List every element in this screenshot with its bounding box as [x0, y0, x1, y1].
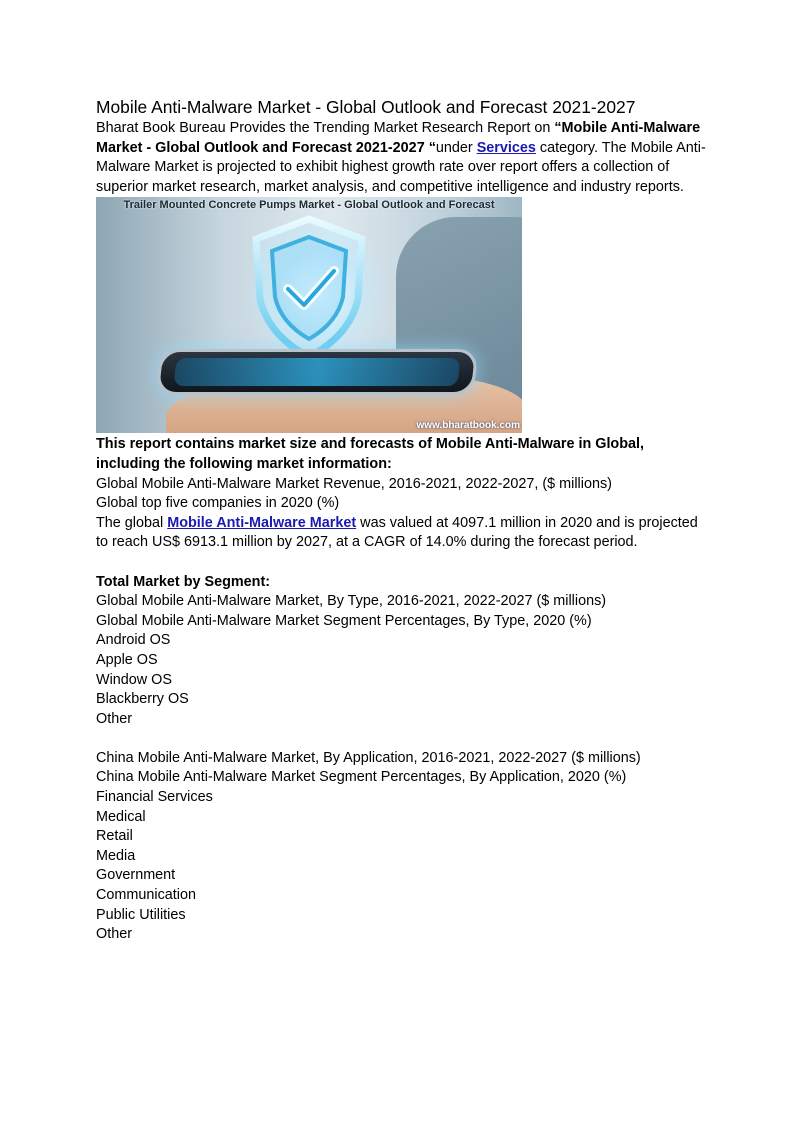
hero-caption: Trailer Mounted Concrete Pumps Market - Global Outlook and Forecast	[123, 199, 495, 212]
spacer	[96, 553, 706, 573]
application-list-item: Government	[96, 867, 176, 884]
segment-type-line: Global Mobile Anti-Malware Market, By Type, 2016-2021, 2022-2027 ($ millions)	[96, 593, 607, 610]
segment-application-line: China Mobile Anti-Malware Market, By Application, 2016-2021, 2022-2027 ($ millions)	[96, 749, 641, 766]
application-list-item: Public Utilities	[96, 906, 186, 923]
segment-application-line: China Mobile Anti-Malware Market Segment Percentages, By Application, 2020 (%)	[96, 769, 627, 786]
type-list-item: Window OS	[96, 671, 172, 688]
report-contains-item: Global top five companies in 2020 (%)	[96, 495, 340, 512]
type-list-item: Other	[96, 710, 132, 727]
application-list-item: Media	[96, 847, 136, 864]
hero-phone-screen	[174, 358, 461, 386]
intro-under: under	[435, 139, 477, 156]
market-link[interactable]: Mobile Anti-Malware Market	[167, 514, 357, 531]
valuation-suffix: was valued at 4097.1 million in 2020 and is projected to reach US$ 6913.1 million by 2027, at a CAGR of 14.0% during the forecast period.	[96, 514, 698, 551]
type-list-item: Blackberry OS	[96, 691, 189, 708]
valuation-prefix: The global	[96, 514, 168, 531]
report-name: “Mobile Anti-Malware Market - Global Outlook and Forecast 2021-2027 “	[96, 120, 701, 156]
services-category-link[interactable]: Services	[476, 139, 536, 156]
hero-phone	[156, 349, 479, 395]
type-list-item: Apple OS	[96, 651, 158, 668]
document-page	[96, 96, 706, 945]
application-list-item: Communication	[96, 887, 196, 904]
intro-rest: category. The Mobile Anti-Malware Market is projected to exhibit highest growth rate over report offers a collection of superior market research, market analysis, and competitive intelligence and industry reports.	[96, 139, 706, 195]
segment-heading: Total Market by Segment:	[96, 573, 271, 590]
valuation-paragraph	[96, 514, 706, 553]
hero-image	[96, 197, 522, 433]
application-list-item: Other	[96, 926, 132, 943]
report-contains-heading: This report contains market size and forecasts of Mobile Anti-Malware in Global, including the following market information:	[96, 436, 645, 472]
application-list-item: Financial Services	[96, 789, 213, 806]
hero-credit: www.bharatbook.com	[416, 420, 520, 432]
intro-lead: Bharat Book Bureau Provides the Trending Market Research Report on	[96, 120, 555, 136]
segment-type-line: Global Mobile Anti-Malware Market Segment Percentages, By Type, 2020 (%)	[96, 612, 592, 629]
application-list-item: Medical	[96, 808, 146, 825]
report-contains-item: Global Mobile Anti-Malware Market Revenue, 2016-2021, 2022-2027, ($ millions)	[96, 475, 612, 492]
intro-paragraph	[96, 119, 706, 197]
spacer	[96, 729, 706, 749]
type-list-item: Android OS	[96, 632, 171, 649]
page-title: Mobile Anti-Malware Market - Global Outlook and Forecast 2021-2027	[96, 97, 636, 117]
application-list-item: Retail	[96, 828, 133, 845]
shield-check-icon	[244, 213, 374, 363]
